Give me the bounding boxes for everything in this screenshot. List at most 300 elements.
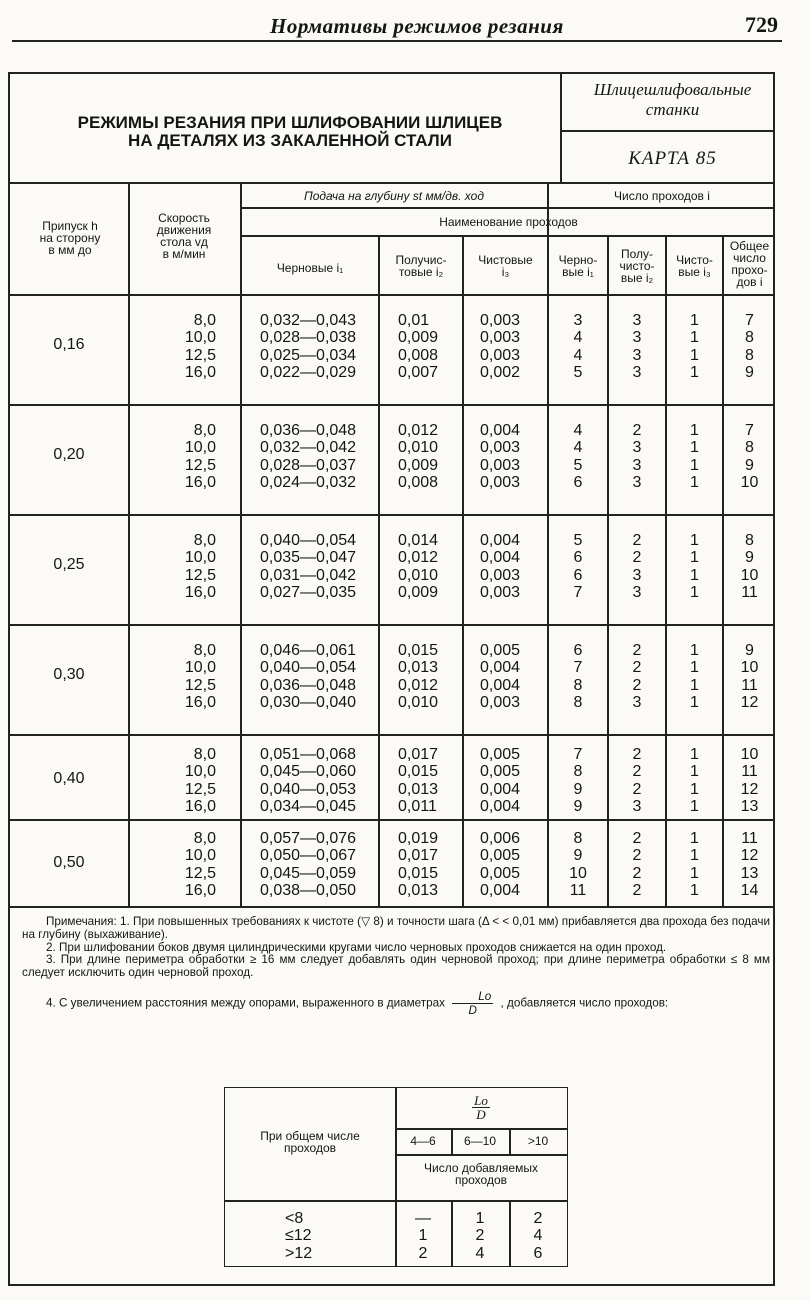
semi-column-cell (398, 422, 458, 492)
table-cell: 2 (632, 532, 642, 549)
table-cell: 2 (632, 882, 642, 900)
table-cell: 2 (632, 549, 642, 567)
card-no-divider (560, 130, 775, 132)
table-cell: 0,005 (480, 642, 521, 659)
n1-column-cell (549, 746, 607, 816)
table-cell: 8,0 (193, 422, 216, 439)
allowance-value: 0,30 (53, 666, 85, 683)
table-cell: 0,005 (480, 746, 521, 763)
table-cell: 9 (573, 798, 583, 816)
card-title-line-2: НА ДЕТАЛЯХ ИЗ ЗАКАЛЕННОЙ СТАЛИ (128, 131, 452, 150)
note-4-fraction-num: Lo (452, 990, 493, 1004)
table-cell: 0,008 (398, 474, 439, 492)
table-cell: 9 (745, 549, 754, 567)
table-cell: 3 (632, 439, 642, 457)
table-cell: 0,003 (480, 312, 521, 329)
sub-caption-2: проходов (454, 1173, 508, 1187)
total-column-cell (724, 746, 775, 816)
table-cell: 9 (745, 642, 754, 659)
group-line-4 (10, 734, 775, 736)
table-cell: 1 (690, 364, 699, 382)
total-column-cell (724, 312, 775, 382)
table-cell: 16,0 (184, 474, 216, 492)
table-cell: 10,0 (184, 763, 216, 781)
sub-cell: 1 (418, 1227, 428, 1245)
table-cell: 12,5 (184, 864, 216, 882)
table-cell: 0,045—0,060 (260, 763, 357, 781)
table-cell: 0,011 (398, 798, 437, 816)
table-cell: 10,0 (184, 659, 216, 677)
table-cell: 12,5 (184, 780, 216, 798)
card-number: КАРТА 85 (628, 148, 717, 169)
sub-cell: 1 (475, 1210, 485, 1227)
table-cell: 1 (690, 532, 699, 549)
machine-type-line-2: станки (645, 100, 700, 119)
note-4-text-end: , добавляется число проходов: (500, 996, 669, 1010)
n3-column-cell (667, 312, 722, 382)
sub-cell: — (415, 1210, 431, 1227)
semi-feed-header (380, 254, 462, 278)
finish-passes-header (667, 254, 722, 278)
table-cell: 0,004 (480, 422, 521, 439)
speed-column-cell (130, 312, 216, 382)
table-cell: 1 (690, 798, 699, 816)
table-cell: 4 (573, 329, 583, 347)
note-3: 3. При длине периметра обработки ≥ 16 мм следует добавлять один черновой проход; при длине периметра обработки ≤ 8 мм следует исключить один черновой проход. (22, 953, 770, 980)
table-cell: 0,005 (480, 847, 521, 865)
sub-row-label: <8 (285, 1210, 304, 1227)
table-cell: 8,0 (193, 830, 216, 847)
speed-column-cell (130, 830, 216, 900)
table-cell: 1 (690, 780, 699, 798)
table-cell: 0,028—0,037 (260, 456, 357, 474)
table-cell: 12 (740, 847, 759, 865)
semi-feed-header-1: Получис- (395, 253, 447, 267)
table-cell: 0,004 (480, 780, 521, 798)
table-cell: 2 (632, 780, 642, 798)
table-cell: 6 (573, 566, 583, 584)
group-line-5 (10, 819, 775, 821)
sub-row-label: >12 (285, 1244, 313, 1262)
note-4 (22, 990, 770, 1017)
rough-passes-header (549, 254, 607, 278)
n2-column-cell (609, 830, 665, 900)
n3-column-cell (667, 746, 722, 816)
page-header (12, 8, 782, 42)
sub-header-left-2: проходов (283, 1141, 337, 1155)
finish-column-cell (480, 312, 540, 382)
table-cell: 0,040—0,053 (260, 780, 357, 798)
table-cell: 2 (632, 763, 642, 781)
speed-header-3: стола vд (160, 235, 208, 249)
n1-column-cell (549, 312, 607, 382)
table-cell: 1 (690, 830, 699, 847)
semi-feed-header-2: товые i₂ (398, 265, 444, 279)
table-cell: 0,010 (398, 439, 439, 457)
speed-header (130, 212, 238, 260)
total-column-cell (724, 830, 775, 900)
note-4-text: 4. С увеличением расстояния между опорами, выраженного в диаметрах (46, 996, 445, 1010)
allowance-value: 0,40 (53, 770, 85, 787)
header-line-1 (240, 207, 775, 209)
table-cell: 2 (632, 864, 642, 882)
n3-column-cell (667, 422, 722, 492)
table-cell: 5 (573, 456, 583, 474)
semi-column-cell (398, 312, 458, 382)
sub-cell: 2 (475, 1227, 485, 1245)
table-cell: 8 (745, 346, 754, 364)
header-line-2 (240, 235, 775, 237)
additional-passes-table (224, 1087, 568, 1267)
n3-column-cell (667, 642, 722, 712)
total-passes-header-2: число (733, 251, 766, 265)
table-cell: 0,045—0,059 (260, 864, 357, 882)
sub-line-1 (395, 1128, 567, 1130)
table-cell: 7 (573, 659, 583, 677)
header-bottom-line (10, 294, 775, 296)
table-cell: 11 (741, 584, 758, 602)
table-cell: 1 (690, 346, 699, 364)
table-cell: 12 (740, 780, 759, 798)
table-cell: 8,0 (193, 532, 216, 549)
speed-header-1: Скорость (158, 211, 210, 225)
table-cell: 1 (690, 474, 699, 492)
table-cell: 1 (690, 676, 699, 694)
semi-passes-header (609, 248, 665, 284)
table-cell: 16,0 (184, 694, 216, 712)
sub-col-header-3: >10 (527, 1134, 549, 1148)
table-cell: 16,0 (184, 798, 216, 816)
allowance-value: 0,50 (53, 854, 85, 871)
table-cell: 10 (740, 474, 759, 492)
total-column-cell (724, 422, 775, 492)
rough-column-cell (260, 830, 378, 900)
card-title-line-1: РЕЖИМЫ РЕЗАНИЯ ПРИ ШЛИФОВАНИИ ШЛИЦЕВ (77, 113, 503, 132)
table-cell: 0,036—0,048 (260, 422, 357, 439)
table-cell: 1 (690, 882, 699, 900)
table-cell: 3 (632, 474, 642, 492)
table-cell: 11 (741, 830, 758, 847)
table-cell: 0,002 (480, 364, 521, 382)
table-cell: 0,013 (398, 882, 439, 900)
table-cell: 0,004 (480, 549, 521, 567)
table-cell: 0,031—0,042 (260, 566, 357, 584)
table-bottom-line (10, 906, 775, 908)
table-cell: 0,003 (480, 584, 521, 602)
table-cell: 7 (745, 422, 754, 439)
table-cell: 2 (632, 830, 642, 847)
table-cell: 10,0 (184, 549, 216, 567)
table-cell: 10,0 (184, 329, 216, 347)
total-passes-header-4: дов i (736, 275, 763, 289)
table-cell: 3 (632, 798, 642, 816)
table-cell: 9 (745, 456, 754, 474)
table-cell: 3 (632, 566, 642, 584)
table-cell: 8,0 (193, 312, 216, 329)
table-cell: 0,032—0,043 (260, 312, 357, 329)
note-4-fraction-den: D (468, 1003, 477, 1017)
table-cell: 8,0 (193, 746, 216, 763)
table-cell: 14 (740, 882, 759, 900)
semi-column-cell (398, 532, 458, 602)
table-cell: 0,004 (480, 532, 521, 549)
table-cell: 0,022—0,029 (260, 364, 357, 382)
table-cell: 12 (740, 694, 759, 712)
rough-column-cell (260, 312, 378, 382)
table-cell: 2 (632, 847, 642, 865)
table-cell: 0,009 (398, 456, 439, 474)
table-cell: 0,003 (480, 456, 521, 474)
group-line-1 (10, 404, 775, 406)
table-cell: 0,017 (398, 746, 439, 763)
table-cell: 3 (632, 456, 642, 474)
n1-column-cell (549, 830, 607, 900)
table-cell: 1 (690, 312, 699, 329)
allowance-value: 0,20 (53, 446, 85, 463)
table-cell: 0,004 (480, 798, 521, 816)
table-cell: 0,013 (398, 659, 439, 677)
table-cell: 0,003 (480, 329, 521, 347)
table-cell: 12,5 (184, 676, 216, 694)
table-cell: 0,028—0,038 (260, 329, 357, 347)
table-cell: 16,0 (184, 882, 216, 900)
names-group-header: Наименование проходов (439, 215, 578, 229)
table-cell: 8,0 (193, 642, 216, 659)
group-line-3 (10, 624, 775, 626)
semi-column-cell (398, 830, 458, 900)
table-cell: 10 (740, 566, 759, 584)
table-cell: 0,004 (480, 676, 521, 694)
rough-passes-header-1: Черно- (558, 253, 598, 267)
table-cell: 0,057—0,076 (260, 830, 357, 847)
speed-column-cell (130, 642, 216, 712)
table-cell: 3 (632, 346, 642, 364)
total-passes-header-1: Общее (729, 239, 770, 253)
table-cell: 2 (632, 642, 642, 659)
table-cell: 16,0 (184, 364, 216, 382)
table-cell: 16,0 (184, 584, 216, 602)
table-cell: 0,046—0,061 (260, 642, 357, 659)
semi-column-cell (398, 642, 458, 712)
table-cell: 0,012 (398, 676, 439, 694)
table-cell: 1 (690, 659, 699, 677)
table-cell: 0,009 (398, 584, 439, 602)
table-cell: 0,017 (398, 847, 439, 865)
sub-line-2 (395, 1154, 567, 1156)
table-cell: 0,024—0,032 (260, 474, 357, 492)
table-cell: 11 (569, 882, 587, 900)
table-cell: 8 (573, 676, 583, 694)
sub-cell: 4 (475, 1244, 485, 1262)
table-cell: 6 (573, 642, 583, 659)
notes (22, 916, 770, 1017)
n3-column-cell (667, 830, 722, 900)
speed-column-cell (130, 532, 216, 602)
table-cell: 0,004 (480, 882, 521, 900)
table-cell: 13 (740, 864, 759, 882)
table-cell: 0,003 (480, 566, 521, 584)
table-cell: 11 (741, 763, 758, 781)
allowance-value: 0,25 (53, 556, 85, 573)
table-cell: 0,030—0,040 (260, 694, 357, 712)
finish-column-cell (480, 642, 540, 712)
table-cell: 6 (573, 474, 583, 492)
note-4-fraction (452, 990, 493, 1017)
sub-column (509, 1210, 567, 1262)
rough-column-cell (260, 746, 378, 816)
table-cell: 0,010 (398, 566, 439, 584)
finish-column-cell (480, 422, 540, 492)
table-cell: 0,003 (480, 474, 521, 492)
semi-passes-header-2: чисто- (619, 259, 655, 273)
table-cell: 0,019 (398, 830, 439, 847)
speed-column-cell (130, 746, 216, 816)
table-cell: 1 (690, 439, 699, 457)
sub-cell: 2 (418, 1244, 428, 1262)
rough-feed-header: Черновые i₁ (276, 261, 344, 275)
allowance-header-3: в мм до (48, 243, 92, 257)
table-cell: 1 (690, 456, 699, 474)
table-cell: 3 (632, 694, 642, 712)
table-cell: 4 (573, 422, 583, 439)
machine-type-line-1: Шлицешлифовальные (593, 80, 752, 99)
table-cell: 4 (573, 439, 583, 457)
title-divider (560, 74, 562, 182)
rough-column-cell (260, 532, 378, 602)
table-cell: 0,015 (398, 763, 439, 781)
table-cell: 2 (632, 676, 642, 694)
sub-header-left (225, 1130, 395, 1154)
allowance-header-1: Припуск h (42, 219, 98, 233)
table-cell: 0,051—0,068 (260, 746, 357, 763)
table-cell: 0,035—0,047 (260, 549, 357, 567)
allowance-header (14, 220, 126, 256)
table-cell: 0,005 (480, 763, 521, 781)
col-line-3 (378, 235, 380, 906)
table-cell: 8 (745, 439, 754, 457)
sub-row-label: ≤12 (285, 1227, 312, 1245)
sub-column (395, 1210, 451, 1262)
table-cell: 0,01 (398, 312, 430, 329)
table-cell: 0,025—0,034 (260, 346, 357, 364)
table-cell: 0,009 (398, 329, 439, 347)
n2-column-cell (609, 312, 665, 382)
table-cell: 1 (690, 763, 699, 781)
card-title (20, 114, 560, 150)
table-cell: 0,007 (398, 364, 439, 382)
table-cell: 10,0 (184, 847, 216, 865)
finish-feed-header-1: Чистовые (478, 253, 533, 267)
table-cell: 9 (745, 364, 754, 382)
col-line-2 (240, 182, 242, 906)
table-cell: 0,010 (398, 694, 439, 712)
table-cell: 2 (632, 659, 642, 677)
table-cell: 7 (573, 746, 583, 763)
sub-fraction (395, 1094, 567, 1121)
table-cell: 8 (573, 694, 583, 712)
table-cell: 0,006 (480, 830, 521, 847)
table-cell: 0,014 (398, 532, 439, 549)
sub-line-3 (225, 1200, 567, 1202)
sub-row-labels (285, 1210, 325, 1262)
sub-caption (395, 1162, 567, 1186)
table-cell: 0,034—0,045 (260, 798, 357, 816)
finish-feed-header-2: i₃ (501, 265, 510, 279)
table-cell: 1 (690, 566, 699, 584)
table-cell: 10,0 (184, 439, 216, 457)
table-cell: 4 (573, 346, 583, 364)
table-cell: 8 (573, 830, 583, 847)
table-cell: 5 (573, 532, 583, 549)
table-cell: 3 (632, 312, 642, 329)
table-cell: 0,038—0,050 (260, 882, 357, 900)
total-column-cell (724, 532, 775, 602)
note-1: Примечания: 1. При повышенных требованиях к чистоте (▽ 8) и точности шага (Δ < < 0,01 мм) прибавляется два прохода без подачи на глубину (выхаживание). (22, 915, 770, 941)
rough-column-cell (260, 422, 378, 492)
n2-column-cell (609, 422, 665, 492)
table-cell: 1 (690, 864, 699, 882)
table-cell: 0,008 (398, 346, 439, 364)
table-cell: 0,004 (480, 659, 521, 677)
n2-column-cell (609, 746, 665, 816)
table-cell: 1 (690, 584, 699, 602)
finish-column-cell (480, 746, 540, 816)
table-cell: 12,5 (184, 456, 216, 474)
speed-column-cell (130, 422, 216, 492)
table-cell: 9 (573, 847, 583, 865)
running-title: Нормативы режимов резания (270, 14, 564, 38)
table-cell: 3 (573, 312, 583, 329)
table-cell: 12,5 (184, 346, 216, 364)
finish-column-cell (480, 532, 540, 602)
finish-feed-header (464, 254, 547, 278)
n2-column-cell (609, 532, 665, 602)
total-passes-header-3: прохо- (731, 263, 768, 277)
table-cell: 10 (740, 659, 759, 677)
table-cell: 0,003 (480, 694, 521, 712)
table-cell: 1 (690, 746, 699, 763)
n2-column-cell (609, 642, 665, 712)
table-cell: 5 (573, 364, 583, 382)
table-cell: 10 (740, 746, 759, 763)
n1-column-cell (549, 642, 607, 712)
semi-passes-header-1: Полу- (620, 247, 654, 261)
table-cell: 3 (632, 329, 642, 347)
page-number: 729 (745, 12, 778, 37)
rough-column-cell (260, 642, 378, 712)
table-cell: 0,050—0,067 (260, 847, 357, 865)
table-cell: 3 (632, 364, 642, 382)
sub-col-header-1: 4—6 (410, 1134, 436, 1148)
table-cell: 7 (745, 312, 754, 329)
table-cell: 1 (690, 329, 699, 347)
table-cell: 1 (690, 694, 699, 712)
table-cell: 0,012 (398, 549, 439, 567)
sub-header-left-1: При общем числе (260, 1129, 360, 1143)
table-cell: 2 (632, 746, 642, 763)
sub-fraction-num: Lo (474, 1093, 488, 1108)
table-cell: 0,040—0,054 (260, 532, 357, 549)
table-cell: 8 (573, 763, 583, 781)
machine-type (570, 80, 775, 120)
table-cell: 0,015 (398, 864, 439, 882)
feed-group-header: Подача на глубину st мм/дв. ход (304, 189, 484, 203)
sub-cell: 2 (533, 1210, 543, 1227)
finish-column-cell (480, 830, 540, 900)
speed-header-2: движения (156, 223, 212, 237)
sub-caption-1: Число добавляемых (424, 1161, 538, 1175)
table-cell: 3 (632, 584, 642, 602)
